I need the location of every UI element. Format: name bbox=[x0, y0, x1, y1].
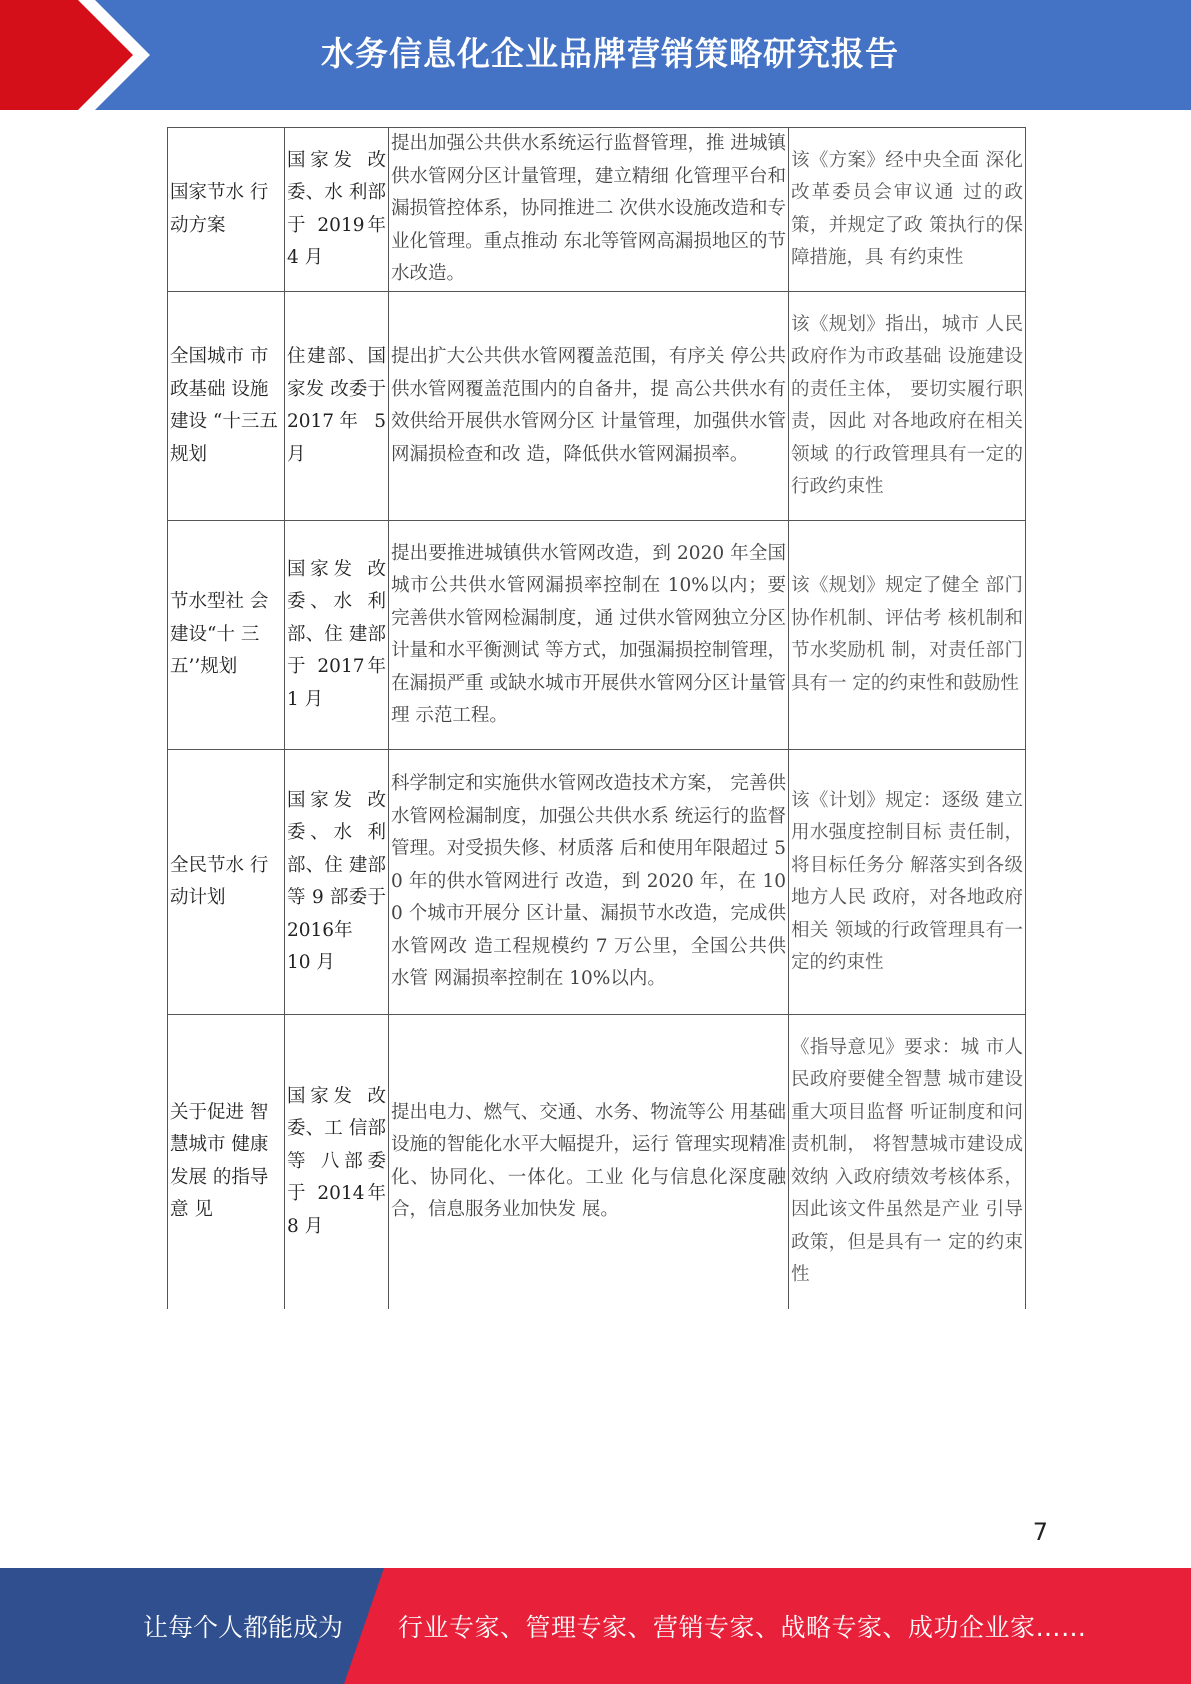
policy-name-cell: 节水型社 会建设“十 三五’’规划 bbox=[168, 521, 285, 750]
header-red-arrow-decoration bbox=[0, 0, 160, 110]
content-cell: 提出要推进城镇供水管网改造，到 2020 年全国城市公共供水管网漏损率控制在 10%以内；要完善供水管网检漏制度，通 过供水管网独立分区计量和水平衡测试 等方式，加强漏损控制管理，在漏损严重 或缺水城市开展供水管网分区计量管理 示范工程。 bbox=[389, 521, 789, 750]
issuer-cell: 住建部、国家发 改委于 2017年 5月 bbox=[285, 292, 389, 521]
issuer-text: 国家发 改委、水 利部、住 建部等 9 部委于 2016年 bbox=[287, 789, 386, 941]
page-header bbox=[0, 0, 1191, 110]
table-row bbox=[168, 128, 1026, 292]
policy-name-cell: 全民节水 行动计划 bbox=[168, 750, 285, 1015]
policy-table bbox=[167, 127, 1026, 1309]
issuer-cell bbox=[285, 750, 389, 1015]
content-cell: 提出电力、燃气、交通、水务、物流等公 用基础设施的智能化水平大幅提升，运行 管理实现精准化、协同化、一体化。工业 化与信息化深度融合，信息服务业加快发 展。 bbox=[389, 1015, 789, 1309]
footer-slogan-left: 让每个人都能成为 bbox=[143, 1613, 344, 1642]
effect-cell: 该《方案》经中央全面 深化改革委员会审议通 过的政策，并规定了政 策执行的保障措施，具 有约束性 bbox=[789, 128, 1026, 292]
effect-cell: 该《计划》规定：逐级 建立用水强度控制目标 责任制，将目标任务分 解落实到各级地方人民 政府，对各地政府相关 领域的行政管理具有一 定的约束性 bbox=[789, 750, 1026, 1015]
issuer-text-extra: 10 月 bbox=[287, 952, 335, 973]
table-row bbox=[168, 521, 1026, 750]
effect-cell: 该《规划》指出，城市 人民政府作为市政基础 设施建设的责任主体， 要切实履行职责，因此 对各地政府在相关领域 的行政管理具有一定的 行政约束性 bbox=[789, 292, 1026, 521]
content-cell: 科学制定和实施供水管网改造技术方案， 完善供水管网检漏制度，加强公共供水系 统运行的监督管理。对受损失修、材质落 后和使用年限超过 50 年的供水管网进行 改造，到 2020 年，在 100 个城市开展分 区计量、漏损节水改造，完成供水管网改 造工程规模约 7 万公里，全国公共供水管 网漏损率控制在 10%以内。 bbox=[389, 750, 789, 1015]
table-row bbox=[168, 1015, 1026, 1309]
table-row bbox=[168, 292, 1026, 521]
policy-name-cell: 国家节水 行动方案 bbox=[168, 128, 285, 292]
effect-cell: 该《规划》规定了健全 部门协作机制、评估考 核机制和节水奖励机 制，对责任部门具有一 定的约束性和鼓励性 bbox=[789, 521, 1026, 750]
issuer-cell: 国家发 改委、工 信部等 八部委 于 2014年 8 月 bbox=[285, 1015, 389, 1309]
issuer-cell: 国家发 改委、水 利部于 2019年 4 月 bbox=[285, 128, 389, 292]
footer-slogan-right: 行业专家、管理专家、营销专家、战略专家、成功企业家…… bbox=[398, 1613, 1087, 1642]
policy-name-cell: 全国城市 市政基础 设施建设 “十三五 规划 bbox=[168, 292, 285, 521]
issuer-cell: 国家发 改委、水 利部、住 建部于 2017年 1 月 bbox=[285, 521, 389, 750]
table-row bbox=[168, 750, 1026, 1015]
content-cell: 提出扩大公共供水管网覆盖范围，有序关 停公共供水管网覆盖范围内的自备井，提 高公共供水有效供给开展供水管网分区 计量管理，加强供水管网漏损检查和改 造，降低供水管网漏损率。 bbox=[389, 292, 789, 521]
content-cell: 提出加强公共供水系统运行监督管理，推 进城镇供水管网分区计量管理，建立精细 化管理平台和漏损管控体系，协同推进二 次供水设施改造和专业化管理。重点推动 东北等管网高漏损地区的节水改造。 bbox=[389, 128, 789, 292]
policy-name-cell: 关于促进 智慧城市 健康发展 的指导意 见 bbox=[168, 1015, 285, 1309]
effect-cell: 《指导意见》要求：城 市人民政府要健全智慧 城市建设重大项目监督 听证制度和问责机制， 将智慧城市建设成效纳 入政府绩效考核体系， 因此该文件虽然是产业 引导政策，但是具有一 定的约束性 bbox=[789, 1015, 1026, 1309]
page-footer bbox=[0, 1568, 1191, 1684]
page-number: 7 bbox=[1032, 1518, 1048, 1546]
report-title: 水务信息化企业品牌营销策略研究报告 bbox=[321, 34, 899, 73]
